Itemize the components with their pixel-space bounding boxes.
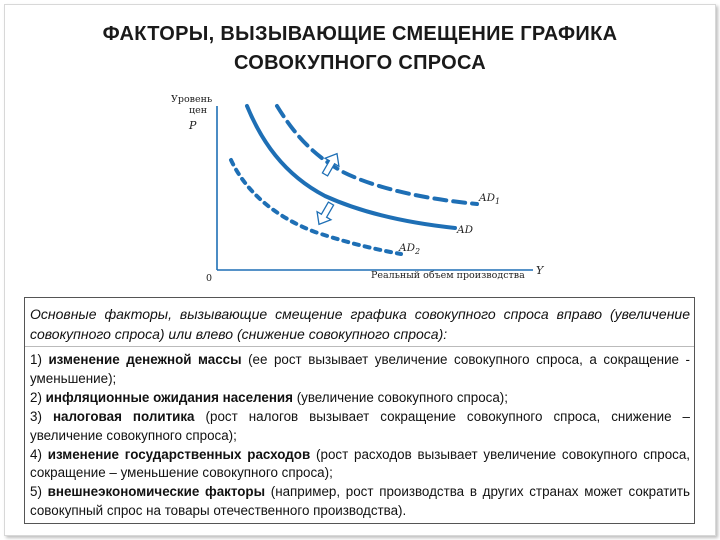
diagram-svg <box>165 88 551 284</box>
list-item: 4) изменение государственных расходов (рост расходов вызывает увеличение совокупного спроса, сокращение – уменьшение совокупного спроса); <box>30 446 691 481</box>
list-item: 2) инфляционные ожидания населения (увеличение совокупного спроса); <box>30 389 508 405</box>
y-axis-label-line2: цен <box>189 105 208 116</box>
intro-text: Основные факторы, вызывающие смещение графика совокупного спроса вправо (увеличение совокупного спроса) или влево (снижение совокупного спроса): <box>30 306 690 342</box>
ad1-label: $AD_1$ <box>479 192 501 206</box>
ad1-curve <box>277 106 477 204</box>
origin-label: 0 <box>206 273 213 284</box>
ad-label: AD <box>457 224 474 236</box>
ad-curve <box>247 106 455 228</box>
slide-title <box>0 20 720 78</box>
shift-right-arrow-icon <box>318 150 344 179</box>
title-line-1: ФАКТОРЫ, ВЫЗЫВАЮЩИЕ СМЕЩЕНИЕ ГРАФИКА <box>102 23 618 45</box>
aggregate-demand-diagram <box>165 88 551 284</box>
divider <box>25 346 694 347</box>
list-item: 3) налоговая политика (рост налогов вызывает сокращение совокупного спроса, снижение – увеличение совокупного спроса); <box>30 408 690 443</box>
ad2-curve <box>231 160 401 254</box>
list-item: 1) изменение денежной массы (ее рост вызывает увеличение совокупного спроса, а сокращение - уменьшение); <box>30 352 690 386</box>
y-axis-symbol: P <box>189 119 197 132</box>
x-axis-label: Реальный объем производства <box>371 270 525 281</box>
list-item: 5) внешнеэкономические факторы (например, рост производства в других странах может сократить совокупный спрос на товары отечественного производства). <box>30 484 690 519</box>
ad2-label: $AD_2$ <box>399 242 421 256</box>
factors-textbox <box>24 297 695 524</box>
title-line-2: СОВОКУПНОГО СПРОСА <box>234 52 486 74</box>
y-axis-label-line1: Уровень <box>171 94 213 105</box>
factors-list <box>30 351 690 521</box>
shift-left-arrow-icon <box>312 200 338 229</box>
x-axis-symbol: Y <box>536 264 544 277</box>
